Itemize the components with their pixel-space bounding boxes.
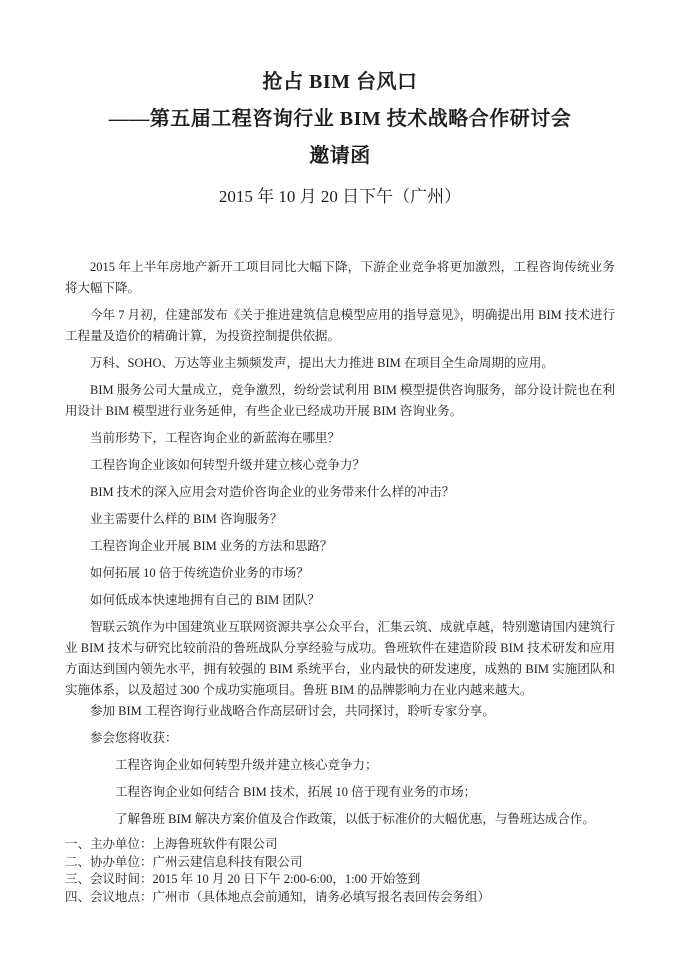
event-date-line: 2015 年 10 月 20 日下午（广州）	[218, 187, 462, 206]
co-organizer-line: 二、协办单位：广州云建信息科技有限公司	[65, 854, 303, 869]
owners-paragraph: 万科、SOHO、万达等业主频频发声，提出大力推进 BIM 在项目全生命周期的应用。	[90, 356, 554, 370]
meeting-location-line: 四、会议地点：广州市（具体地点会前通知，请务必填写报名表回传会务组）	[65, 889, 491, 904]
invitation-paragraph: 参加 BIM 工程咨询行业战略合作高层研讨会，共同探讨，聆听专家分享。	[90, 704, 495, 718]
benefit-item: 工程咨询企业如何结合 BIM 技术，拓展 10 倍于现有业务的市场；	[115, 785, 477, 799]
question-paragraph: 工程咨询企业该如何转型升级并建立核心竞争力？	[90, 458, 366, 472]
title-line-1: 抢占 BIM 台风口	[262, 71, 418, 93]
question-paragraph: 当前形势下，工程咨询企业的新蓝海在哪里？	[90, 431, 341, 445]
organizer-intro-paragraph: 智联云筑作为中国建筑业互联网资源共享公众平台，汇集云筑、成就卓越，特别邀请国内建筑行业 BIM 技术与研究比较前沿的鲁班战队分享经验与成功。鲁班软件在建造阶段 BIM 技术研发和应用方面达到国内领先水平，拥有较强的 BIM 系统平台，业内最快的研发速度，成熟的 BIM 实施团队和实施体系，以及超过 300 个成功实施项目。鲁班 BIM 的品牌影响力在业内越来越大。	[65, 620, 616, 697]
question-paragraph: 如何拓展 10 倍于传统造价业务的市场？	[90, 566, 309, 580]
harvest-heading: 参会您将收获：	[90, 731, 178, 745]
policy-paragraph: 今年 7 月初，住建部发布《关于推进建筑信息模型应用的指导意见》，明确提出用 BIM 技术进行工程量及造价的精确计算，为投资控制提供依据。	[65, 308, 615, 343]
benefit-item: 工程咨询企业如何转型升级并建立核心竞争力；	[115, 758, 378, 772]
question-paragraph: 业主需要什么样的 BIM 咨询服务？	[90, 512, 283, 526]
market-paragraph: BIM 服务公司大量成立，竞争激烈，纷纷尝试利用 BIM 模型提供咨询服务，部分设计院也在利用设计 BIM 模型进行业务延伸，有些企业已经成功开展 BIM 咨询业务。	[65, 383, 615, 418]
meeting-time-line: 三、会议时间：2015 年 10 月 20 日下午 2:00-6:00，1:00 开始签到	[65, 872, 421, 886]
question-paragraph: 工程咨询企业开展 BIM 业务的方法和思路？	[90, 539, 333, 553]
question-paragraph: BIM 技术的深入应用会对造价咨询企业的业务带来什么样的冲击？	[90, 485, 455, 499]
document-header	[65, 64, 615, 211]
document-body	[65, 257, 615, 830]
meeting-info-list	[65, 836, 615, 906]
question-paragraph: 如何低成本快速地拥有自己的 BIM 团队？	[90, 593, 320, 607]
benefit-item: 了解鲁班 BIM 解决方案价值及合作政策，以低于标准价的大幅优惠，与鲁班达成合作。	[115, 812, 595, 826]
title-line-2: ——第五届工程咨询行业 BIM 技术战略合作研讨会	[108, 108, 572, 130]
host-unit-line: 一、主办单位：上海鲁班软件有限公司	[65, 837, 278, 851]
intro-paragraph: 2015 年上半年房地产新开工项目同比大幅下降，下游企业竞争将更加激烈，工程咨询传统业务将大幅下降。	[65, 260, 615, 295]
title-line-3: 邀请函	[309, 145, 371, 167]
